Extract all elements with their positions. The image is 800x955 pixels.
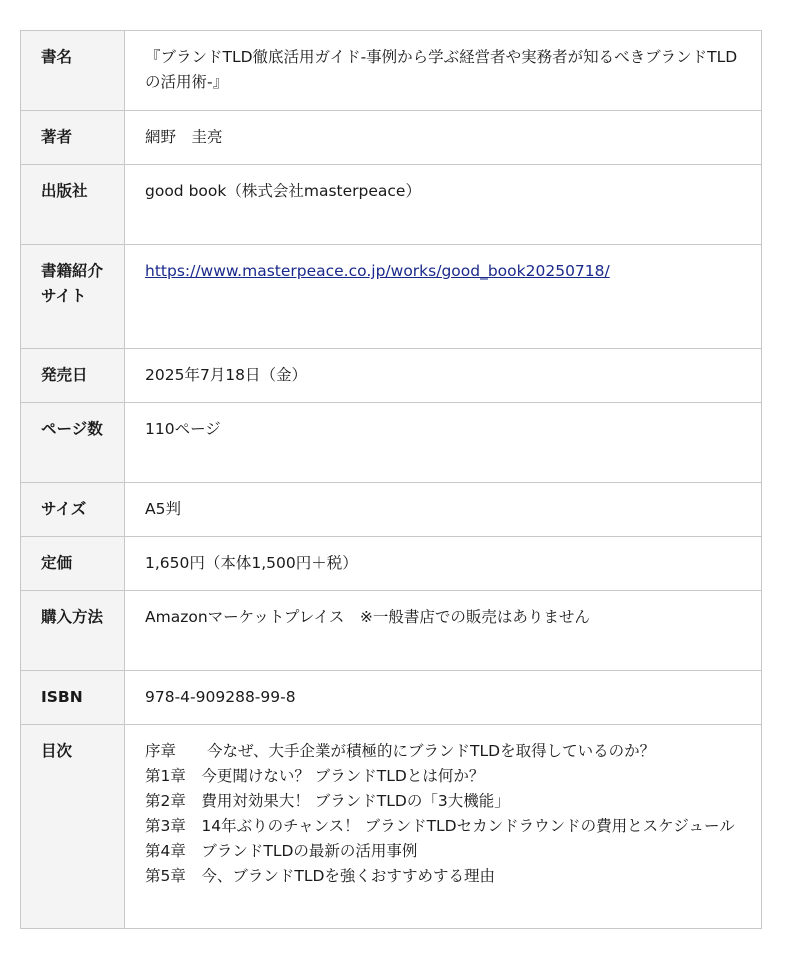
row-pages bbox=[21, 403, 762, 483]
value-purchase bbox=[125, 591, 762, 671]
publisher-text: good book（株式会社masterpeace） bbox=[145, 182, 421, 200]
book-info-table bbox=[20, 30, 762, 929]
book-site-link[interactable]: https://www.masterpeace.co.jp/works/good_book20250718/ bbox=[145, 262, 610, 280]
author-text: 網野 圭亮 bbox=[145, 128, 223, 146]
toc-item: 第3章 14年ぶりのチャンス！ ブランドTLDセカンドラウンドの費用とスケジュール bbox=[145, 817, 735, 835]
toc-item: 第5章 今、ブランドTLDを強くおすすめする理由 bbox=[145, 867, 496, 885]
value-publisher bbox=[125, 165, 762, 245]
row-author bbox=[21, 111, 762, 165]
value-toc bbox=[125, 725, 762, 929]
toc-item: 第1章 今更聞けない？ ブランドTLDとは何か？ bbox=[145, 767, 485, 785]
label-release-date: 発売日 bbox=[21, 349, 125, 403]
row-price bbox=[21, 537, 762, 591]
label-size: サイズ bbox=[21, 483, 125, 537]
value-site bbox=[125, 245, 762, 349]
row-toc bbox=[21, 725, 762, 929]
toc-item: 序章 今なぜ、大手企業が積極的にブランドTLDを取得しているのか？ bbox=[145, 742, 656, 760]
value-release-date bbox=[125, 349, 762, 403]
size-text: A5判 bbox=[145, 500, 181, 518]
label-purchase: 購入方法 bbox=[21, 591, 125, 671]
row-size bbox=[21, 483, 762, 537]
pages-text: 110ページ bbox=[145, 420, 221, 438]
value-isbn bbox=[125, 671, 762, 725]
value-title bbox=[125, 31, 762, 111]
row-release-date bbox=[21, 349, 762, 403]
label-site: 書籍紹介サイト bbox=[21, 245, 125, 349]
label-price: 定価 bbox=[21, 537, 125, 591]
release-date-text: 2025年7月18日（金） bbox=[145, 366, 308, 384]
row-purchase bbox=[21, 591, 762, 671]
row-title bbox=[21, 31, 762, 111]
row-publisher bbox=[21, 165, 762, 245]
title-text: 『ブランドTLD徹底活用ガイド-事例から学ぶ経営者や実務者が知るべきブランドTLDの活用術-』 bbox=[145, 48, 738, 91]
label-toc: 目次 bbox=[21, 725, 125, 929]
label-author: 著者 bbox=[21, 111, 125, 165]
label-pages: ページ数 bbox=[21, 403, 125, 483]
label-title: 書名 bbox=[21, 31, 125, 111]
toc-item: 第2章 費用対効果大！ ブランドTLDの「3大機能」 bbox=[145, 792, 510, 810]
book-info bbox=[20, 30, 762, 929]
value-price bbox=[125, 537, 762, 591]
value-author bbox=[125, 111, 762, 165]
value-size bbox=[125, 483, 762, 537]
purchase-text: Amazonマーケットプレイス ※一般書店での販売はありません bbox=[145, 608, 590, 626]
row-site bbox=[21, 245, 762, 349]
label-isbn: ISBN bbox=[21, 671, 125, 725]
value-pages bbox=[125, 403, 762, 483]
row-isbn bbox=[21, 671, 762, 725]
label-publisher: 出版社 bbox=[21, 165, 125, 245]
toc-item: 第4章 ブランドTLDの最新の活用事例 bbox=[145, 842, 418, 860]
isbn-text: 978-4-909288-99-8 bbox=[145, 688, 296, 706]
price-text: 1,650円（本体1,500円＋税） bbox=[145, 554, 358, 572]
